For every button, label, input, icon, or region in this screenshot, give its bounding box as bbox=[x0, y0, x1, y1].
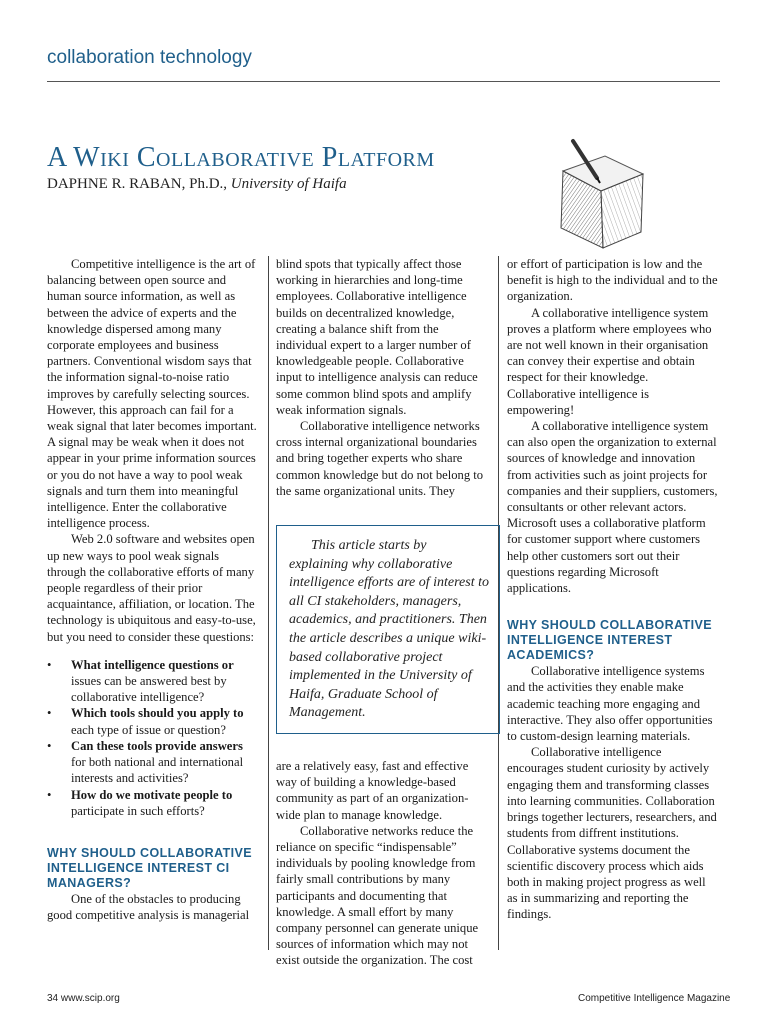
paragraph: are a relatively easy, fast and effective way of building a knowledge-based community as part of an organization-wide plan to manage knowledge. bbox=[276, 758, 469, 822]
author-affiliation: University of Haifa bbox=[230, 176, 347, 192]
paragraph: A collaborative intelligence system proves a platform where employees who are not well known in their organisation can convey their expertise and obtain respect for their knowledge. Collaborative intelligence is empowering! bbox=[507, 305, 712, 417]
cube-sketch-illustration bbox=[533, 136, 671, 254]
footer-magazine-name: Competitive Intelligence Magazine bbox=[578, 993, 731, 1004]
list-item: • How do we motivate people to participate in such efforts? bbox=[47, 787, 259, 819]
questions-list bbox=[47, 657, 259, 819]
list-item: • Can these tools provide answers for both national and international interests and activities? bbox=[47, 738, 259, 787]
paragraph: Collaborative intelligence networks cross internal organizational boundaries and bring together experts who share common knowledge but do not belong to the same organizational units. They bbox=[276, 419, 484, 498]
section-heading-ci-managers: WHY SHOULD COLLABORATIVE INTELLIGENCE INTEREST CI MANAGERS? bbox=[47, 845, 252, 890]
section-heading-academics: WHY SHOULD COLLABORATIVE INTELLIGENCE INTEREST ACADEMICS? bbox=[507, 618, 712, 663]
list-item: • What intelligence questions or issues can be answered best by collaborative intelligence? bbox=[47, 657, 259, 706]
paragraph: Collaborative intelligence encourages student curiosity by actively engaging them and transforming classes into learning communities. Collaboration brings together lecturers, researchers, and students from diffrent institutions. Collaborative systems document the scientific discovery process which aids both in making project progress as well as in summarizing and reporting the findings. bbox=[507, 745, 717, 922]
footer-page-url: 34 www.scip.org bbox=[47, 993, 120, 1004]
column-divider-left bbox=[268, 256, 269, 950]
paragraph: Web 2.0 software and websites open up new ways to pool weak signals through the collaborative efforts of many people regardless of their prior acquaintance, affiliation, or location. The technology is ubiquitous and easy-to-use, but you need to consider these questions: bbox=[47, 532, 256, 644]
header-rule bbox=[47, 81, 720, 82]
paragraph: Competitive intelligence is the art of balancing between open source and human source information, as well as between the advice of experts and the knowledge dispersed among many corporate employees and business partners. Conventional wisdom says that the information signal-to-noise ratio improves by carefully selecting sources. However, this approach can fail for a weak signal that later becomes important. A signal may be weak when it does not appear in your prime information sources or you do not have a way to pool weak signals and turn them into meaningful intelligence. Enter the collaborative intelligence process. bbox=[47, 257, 257, 531]
paragraph: or effort of participation is low and the benefit is high to the individual and to the organization. bbox=[507, 257, 718, 304]
column-left bbox=[47, 256, 259, 923]
paragraph: One of the obstacles to producing good competitive analysis is managerial bbox=[47, 891, 250, 923]
article-title: A Wiki Collaborative Platform bbox=[47, 142, 435, 173]
pull-quote: This article starts by explaining why collaborative intelligence efforts are of interest to all CI stakeholders, managers, academics, and practitioners. Then the article describes a unique wiki-based collaborative project implemented in the University of Haifa, Graduate School of Management. bbox=[276, 525, 500, 734]
column-right bbox=[507, 256, 719, 923]
column-middle bbox=[276, 256, 488, 969]
section-header: collaboration technology bbox=[47, 47, 252, 68]
byline bbox=[47, 177, 347, 192]
paragraph: blind spots that typically affect those working in hierarchies and long-time employees. Collaborative intelligence builds on decentralized knowledge, creating a balance shift from the individual expert to a larger number of knowledgeable people. Collaborative input to intelligence analysis can reduce some common blind spots and amplify weak information signals. bbox=[276, 257, 478, 417]
paragraph: Collaborative intelligence systems and the activities they enable make academic teaching more engaging and interactive. They also offer opportunities to custom-design learning materials. bbox=[507, 664, 713, 744]
author-name: DAPHNE R. RABAN, Ph.D., bbox=[47, 176, 228, 192]
paragraph: A collaborative intelligence system can also open the organization to external sources of knowledge and innovation from activities such as joint projects for companies and their suppliers, customers, consultants or other relevant actors. Microsoft uses a collaborative platform for customer support where customers help other customers sort out their questions regarding Microsoft applications. bbox=[507, 419, 718, 596]
paragraph: Collaborative networks reduce the reliance on specific “indispensable” individuals by pooling knowledge from fairly small contributions by many participants and documenting that knowledge. A small effort by many company personnel can generate unique sources of information which may not exist outside the organization. The cost bbox=[276, 823, 479, 968]
list-item: • Which tools should you apply to each type of issue or question? bbox=[47, 705, 259, 737]
